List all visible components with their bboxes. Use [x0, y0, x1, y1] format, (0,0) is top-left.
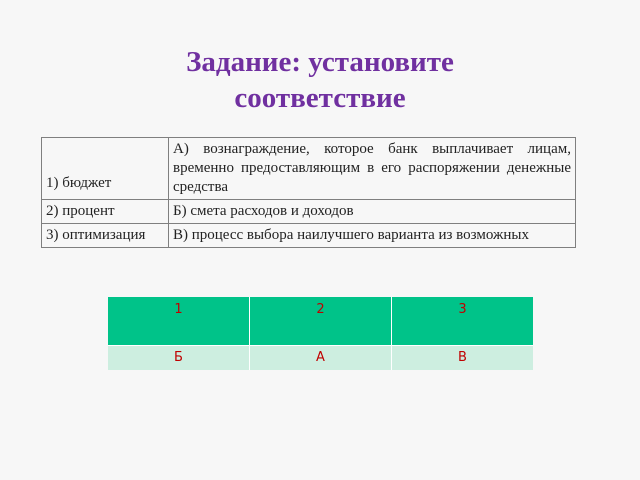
answer-cell-3: В	[392, 346, 534, 371]
title-line-2: соответствие	[234, 82, 406, 114]
slide-title	[0, 44, 640, 116]
answer-table	[108, 297, 533, 370]
table-row	[42, 138, 576, 200]
title-line-1: Задание: установите	[186, 46, 454, 78]
answer-header-row	[108, 297, 533, 346]
table-row	[42, 200, 576, 224]
definition-cell-c: В) процесс выбора наилучшего варианта из возможных	[169, 224, 576, 248]
definition-cell-b: Б) смета расходов и доходов	[169, 200, 576, 224]
term-cell-3: 3) оптимизация	[42, 224, 169, 248]
matching-table	[41, 137, 576, 248]
answer-cell-2: А	[250, 346, 392, 371]
answer-cell-1: Б	[108, 346, 250, 371]
answer-row	[108, 346, 533, 371]
definition-cell-a: А) вознаграждение, которое банк выплачивает лицам, временно предоставляющим в его распоряжении денежные средства	[169, 138, 576, 200]
answer-header-3: 3	[392, 297, 534, 346]
term-cell-2: 2) процент	[42, 200, 169, 224]
table-row	[42, 224, 576, 248]
term-cell-1: 1) бюджет	[42, 138, 169, 200]
answer-header-2: 2	[250, 297, 392, 346]
answer-header-1: 1	[108, 297, 250, 346]
